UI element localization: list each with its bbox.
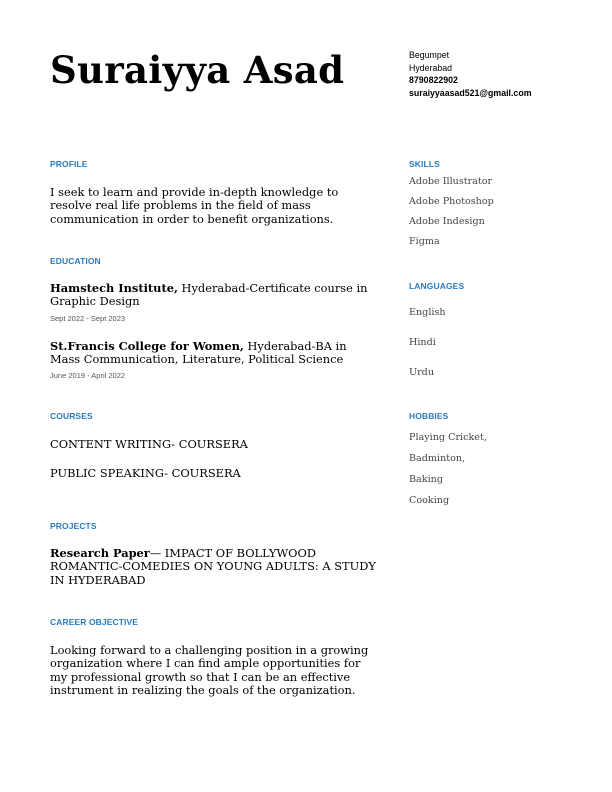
- skill-item: Adobe Photoshop: [409, 196, 494, 207]
- contact-block: [409, 49, 532, 99]
- projects-heading: PROJECTS: [50, 521, 97, 531]
- education-heading: EDUCATION: [50, 256, 101, 266]
- career-text: Looking forward to a challenging position in a growing organization where I can find ample opportunities for my professional growth so that I can be an effective instrument in realizing the goals of the organization.: [50, 643, 369, 698]
- languages-heading: LANGUAGES: [409, 281, 465, 291]
- education-detail-2: Hyderabad-BA in Mass Communication, Literature, Political Science: [50, 339, 347, 367]
- resume-name: Suraiyya Asad: [50, 48, 345, 92]
- education-entry-2: [50, 340, 380, 367]
- course-item-2: PUBLIC SPEAKING- COURSERA: [50, 466, 241, 480]
- course-item-1: CONTENT WRITING- COURSERA: [50, 437, 248, 451]
- project-label: Research Paper: [50, 546, 150, 560]
- skills-heading: SKILLS: [409, 159, 440, 169]
- hobby-item: Baking: [409, 474, 443, 485]
- hobby-item: Playing Cricket,: [409, 432, 487, 443]
- education-entry-1: [50, 282, 380, 309]
- education-detail-1: Hyderabad-Certificate course in Graphic Design: [50, 281, 368, 309]
- project-entry: [50, 547, 380, 587]
- language-item: Urdu: [409, 367, 434, 378]
- language-item: English: [409, 307, 446, 318]
- courses-heading: COURSES: [50, 411, 93, 421]
- hobbies-heading: HOBBIES: [409, 411, 449, 421]
- education-school-1: Hamstech Institute,: [50, 281, 178, 295]
- address-line-2: Hyderabad: [409, 62, 453, 73]
- hobby-item: Badminton,: [409, 453, 466, 464]
- profile-text: I seek to learn and provide in-depth knowledge to resolve real life problems in the field of mass communication in order to benefit organizations.: [50, 185, 339, 226]
- career-heading: CAREER OBJECTIVE: [50, 617, 139, 627]
- education-dates-2: June 2019 - April 2022: [50, 371, 126, 380]
- project-text: — IMPACT OF BOLLYWOOD ROMANTIC-COMEDIES ON YOUNG ADULTS: A STUDY IN HYDERABAD: [50, 546, 376, 587]
- education-dates-1: Sept 2022 - Sept 2023: [50, 314, 126, 323]
- skill-item: Adobe Indesign: [409, 216, 485, 227]
- hobby-item: Cooking: [409, 495, 450, 506]
- profile-heading: PROFILE: [50, 159, 88, 169]
- education-school-2: St.Francis College for Women,: [50, 339, 244, 353]
- skill-item: Adobe Illustrator: [409, 176, 493, 187]
- address-line-1: Begumpet: [409, 50, 450, 60]
- language-item: Hindi: [409, 337, 436, 348]
- skill-item: Figma: [409, 236, 440, 247]
- email-address: suraiyyaasad521@gmail.com: [409, 87, 532, 98]
- phone-number: 8790822902: [409, 75, 458, 86]
